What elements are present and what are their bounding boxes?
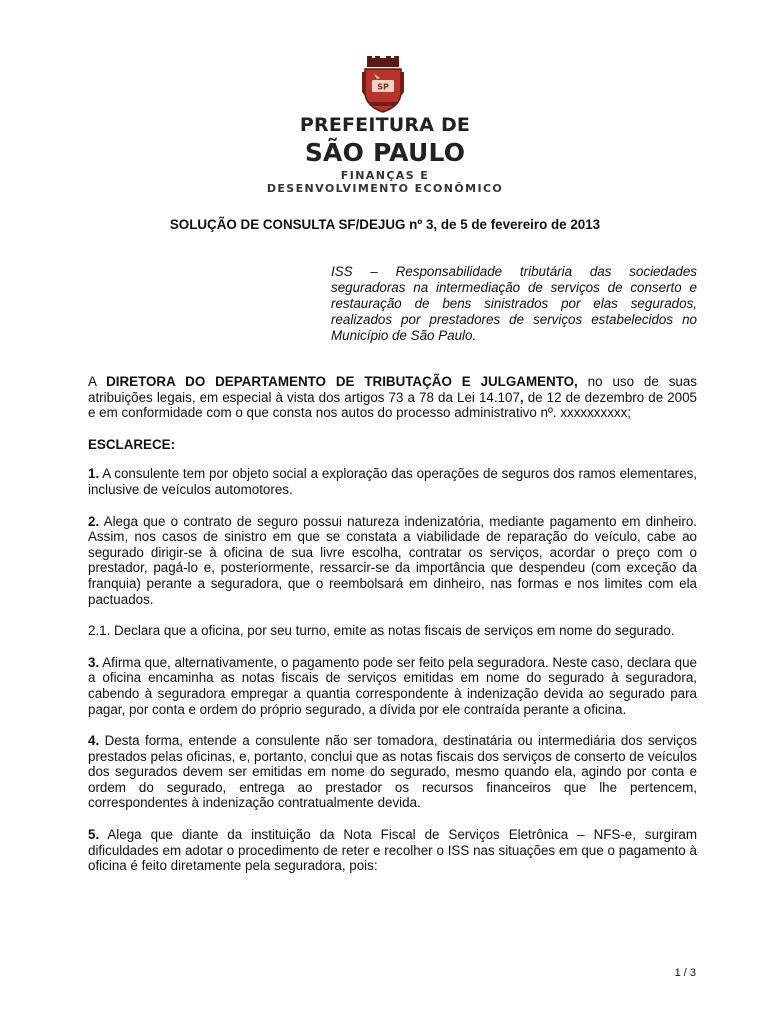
intro-authority: DIRETORA DO DEPARTAMENTO DE TRIBUTAÇÃO E JULGAMENTO, — [106, 374, 578, 389]
document-title: SOLUÇÃO DE CONSULTA SF/DEJUG nº 3, de 5 de fevereiro de 2013 — [169, 217, 601, 232]
paragraph-number: 2. — [88, 513, 100, 529]
paragraph-2 — [88, 514, 697, 608]
city-crest-icon — [360, 56, 406, 114]
esclarece-label: ESCLARECE: — [88, 436, 176, 452]
paragraph-5 — [88, 827, 697, 874]
paragraph-1 — [88, 466, 697, 497]
esclarece-heading — [88, 437, 697, 453]
logo-line-sao-paulo: SÃO PAULO — [304, 138, 466, 167]
paragraph-text: Afirma que, alternativamente, o pagamento pode ser feito pela seguradora. Neste caso, declara que a oficina encaminha as notas fiscais de serviços emitidas em nome do segurado à seguradora, cabendo à seguradora empregar a quantia correspondente à indenização devida ao segurado para pagar, por conta e ordem do próprio segurado, a dívida por ele contraída perante a oficina. — [88, 654, 697, 717]
page-number: 1 / 3 — [674, 967, 696, 979]
logo-line-desenvolvimento: DESENVOLVIMENTO ECONÔMICO — [266, 182, 504, 195]
intro-text-1: no uso de suas atribuições legais, em especial à vista dos artigos 73 a 78 da Lei 14.107 — [88, 374, 697, 405]
paragraph-3 — [88, 655, 697, 717]
paragraph-text: 2.1. Declara que a oficina, por seu turno, emite as notas fiscais de serviços em nome do segurado. — [88, 623, 675, 639]
paragraph-text: A consulente tem por objeto social a exploração das operações de seguros dos ramos elementares, inclusive de veículos automotores. — [88, 466, 697, 497]
logo-line-financas: FINANÇAS E — [340, 169, 430, 182]
paragraph-number: 3. — [88, 654, 100, 670]
paragraph-number: 5. — [88, 827, 100, 843]
logo-line-prefeitura: PREFEITURA DE — [299, 114, 471, 136]
paragraph-text: Alega que diante da instituição da Nota Fiscal de Serviços Eletrônica – NFS-e, surgiram dificuldades em adotar o procedimento de reter e recolher o ISS nas situações em que o pagamento à oficina é feito diretamente pela seguradora, pois: — [88, 827, 697, 874]
intro-prefix: A — [88, 374, 107, 389]
paragraph-number: 4. — [88, 733, 100, 749]
paragraph-text: Alega que o contrato de seguro possui natureza indenizatória, mediante pagamento em dinheiro. Assim, nos casos de sinistro em que se constata a viabilidade de reparação do veículo, cabe ao segurado dirigir-se à oficina de sua livre escolha, contratar os serviços, acordar o preço com o prestador, pagá-lo e, posteriormente, ressarcir-se da importância que despendeu (com exceção da franquia) perante a seguradora, que o reembolsará em dinheiro, nas formas e nos limites com ela pactuados. — [88, 513, 697, 607]
prefeitura-logo — [250, 56, 520, 196]
paragraph-text: Desta forma, entende a consulente não ser tomadora, destinatária ou intermediária dos serviços prestados pelas oficinas, e, portanto, conclui que as notas fiscais dos serviços de conserto de veículos dos segurados devem ser emitidas em nome do segurado, mesmo quando ela, agindo por conta e ordem do segurado, entrega ao prestador os recursos financeiros que lhe pertencem, correspondentes à indenização contratualmente devida. — [88, 733, 697, 811]
intro-text-2: de 12 de dezembro de 2005 e em conformidade com o que consta nos autos do processo administrativo nº. xxxxxxxxxx; — [88, 389, 698, 421]
document-body — [88, 374, 697, 890]
intro-comma: , — [519, 389, 524, 405]
paragraph-4 — [88, 733, 697, 811]
document-ementa: ISS – Responsabilidade tributária das sociedades seguradoras na intermediação de serviços de conserto e restauração de bens sinistrados por elas segurados, realizados por prestadores de serviços estabelecidos no Município de São Paulo. — [331, 264, 697, 343]
paragraph-2-1 — [88, 623, 697, 639]
crest-badge-text: SP — [377, 82, 389, 92]
intro-paragraph — [88, 374, 697, 421]
paragraph-number: 1. — [88, 466, 100, 482]
